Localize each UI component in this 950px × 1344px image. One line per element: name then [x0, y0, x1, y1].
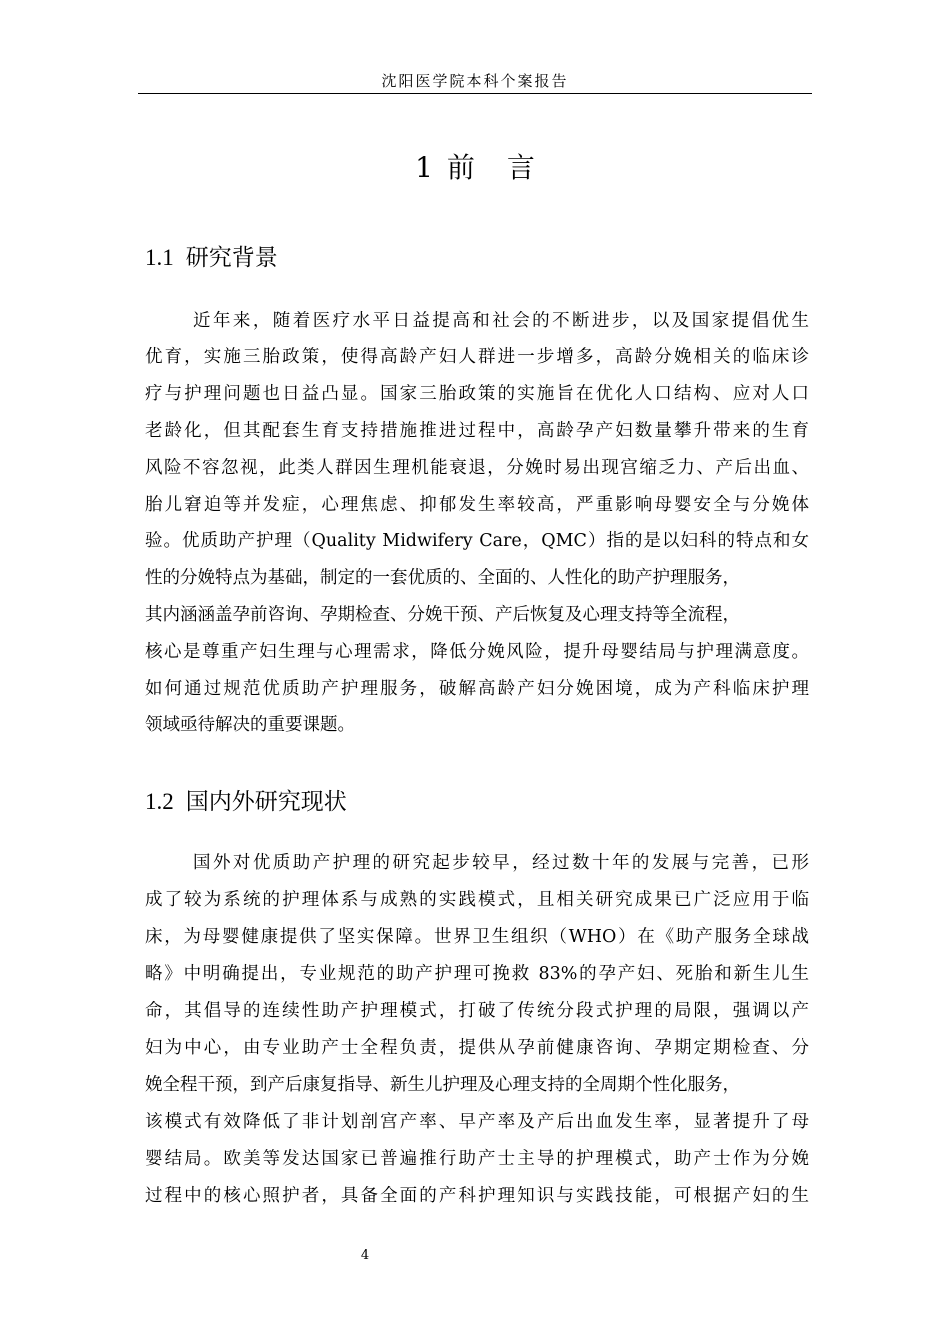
- paragraph-line: 过程中的核心照护者，具备全面的产科护理知识与实践技能，可根据产妇的生: [145, 1186, 809, 1206]
- paragraph-line: 性的分娩特点为基础，制定的一套优质的、全面的、人性化的助产护理服务，: [145, 568, 740, 588]
- chapter-title-part2: 言: [506, 151, 535, 184]
- paragraph-line: 其内涵涵盖孕前咨询、孕期检查、分娩干预、产后恢复及心理支持等全流程，: [145, 605, 740, 625]
- paragraph-line: 成了较为系统的护理体系与成熟的实践模式，且相关研究成果已广泛应用于临: [145, 890, 809, 910]
- page-header: 沈阳医学院本科个案报告: [381, 72, 569, 90]
- paragraph-line: 婴结局。欧美等发达国家已普遍推行助产士主导的护理模式，助产士作为分娩: [145, 1149, 809, 1169]
- paragraph-line: 疗与护理问题也日益凸显。国家三胎政策的实施旨在优化人口结构、应对人口: [145, 384, 809, 404]
- paragraph-line: 妇为中心，由专业助产士全程负责，提供从孕前健康咨询、孕期定期检查、分: [145, 1038, 809, 1058]
- section-number: 1.1: [145, 245, 174, 270]
- paragraph-line: 老龄化，但其配套生育支持措施推进过程中，高龄孕产妇数量攀升带来的生育: [145, 421, 809, 441]
- section-heading: [145, 241, 278, 275]
- chapter-number: 1: [415, 151, 433, 184]
- paragraph-line: 该模式有效降低了非计划剖宫产率、早产率及产后出血发生率，显著提升了母: [145, 1112, 809, 1132]
- section-title: 国内外研究现状: [185, 789, 347, 815]
- section-title: 研究背景: [185, 245, 278, 271]
- header-divider: [138, 93, 812, 94]
- chapter-title: [138, 148, 812, 188]
- paragraph-line: 如何通过规范优质助产护理服务，破解高龄产妇分娩困境，成为产科临床护理: [145, 679, 809, 699]
- paragraph-line: 领域亟待解决的重要课题。: [145, 715, 355, 735]
- paragraph-line: 国外对优质助产护理的研究起步较早，经过数十年的发展与完善，已形: [193, 853, 809, 873]
- page-number: 4: [360, 1248, 370, 1263]
- paragraph-line: 近年来，随着医疗水平日益提高和社会的不断进步，以及国家提倡优生: [193, 311, 809, 331]
- section-heading: [145, 785, 347, 819]
- paragraph-line: 略》中明确提出，专业规范的助产护理可挽救 83%的孕产妇、死胎和新生儿生: [145, 964, 809, 984]
- paragraph-line: 命，其倡导的连续性助产护理模式，打破了传统分段式护理的局限，强调以产: [145, 1001, 809, 1021]
- paragraph-line: 验。优质助产护理（Quality Midwifery Care，QMC）指的是以妇科的特点和女: [145, 531, 809, 551]
- paragraph-line: 胎儿窘迫等并发症，心理焦虑、抑郁发生率较高，严重影响母婴安全与分娩体: [145, 495, 809, 515]
- paragraph-line: 优育，实施三胎政策，使得高龄产妇人群进一步增多，高龄分娩相关的临床诊: [145, 347, 809, 367]
- paragraph-line: 风险不容忽视，此类人群因生理机能衰退，分娩时易出现宫缩乏力、产后出血、: [145, 458, 809, 478]
- chapter-title-part1: 前: [446, 151, 475, 184]
- paragraph-line: 娩全程干预，到产后康复指导、新生儿护理及心理支持的全周期个性化服务，: [145, 1075, 740, 1095]
- paragraph-line: 床，为母婴健康提供了坚实保障。世界卫生组织（WHO）在《助产服务全球战: [145, 927, 809, 947]
- section-number: 1.2: [145, 789, 174, 814]
- paragraph-line: 核心是尊重产妇生理与心理需求，降低分娩风险，提升母婴结局与护理满意度。: [145, 642, 809, 662]
